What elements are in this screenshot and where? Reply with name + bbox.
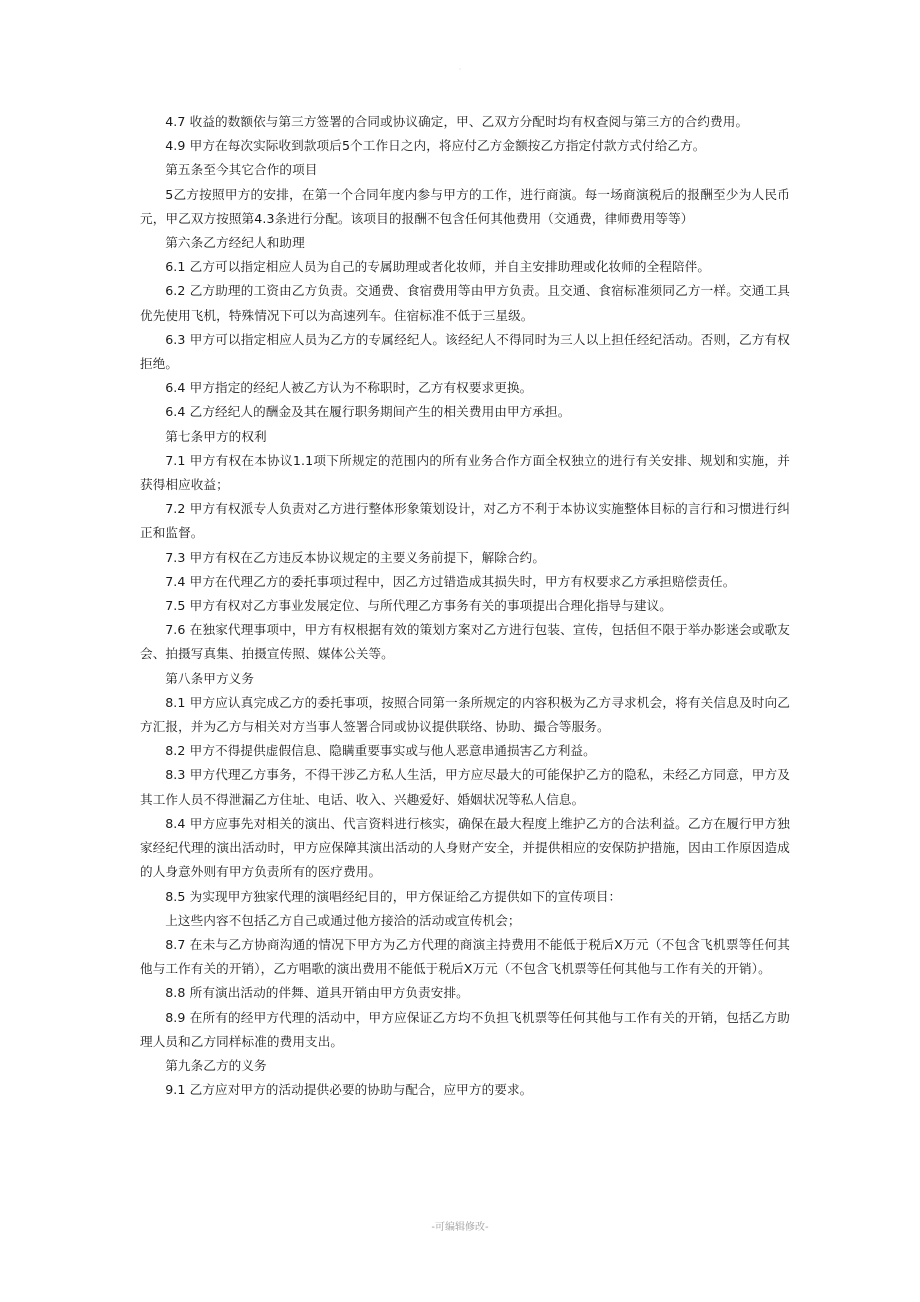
- clause-paragraph: 8.9 在所有的经甲方代理的活动中，甲方应保证乙方均不负担飞机票等任何其他与工作有关的开销，包括乙方助理人员和乙方同样标准的费用支出。: [140, 1009, 790, 1049]
- clause-paragraph: 8.4 甲方应事先对相关的演出、代言资料进行核实，确保在最大程度上维护乙方的合法利益。乙方在履行甲方独家经纪代理的演出活动时，甲方应保障其演出活动的人身财产安全，并提供相应的安保防护措施，因由工作原因造成的人身意外则有甲方负责所有的医疗费用。: [140, 815, 790, 880]
- clause-paragraph: 9.1 乙方应对甲方的活动提供必要的协助与配合，应甲方的要求。: [165, 1082, 533, 1098]
- clause-paragraph: 8.2 甲方不得提供虚假信息、隐瞒重要事实或与他人恶意串通损害乙方利益。: [165, 743, 596, 759]
- document-body: [140, 110, 790, 1102]
- clause-paragraph: 7.1 甲方有权在本协议1.1项下所规定的范围内的所有业务合作方面全权独立的进行有关安排、规划和实施，并获得相应收益；: [140, 452, 790, 493]
- clause-paragraph: 4.7 收益的数额依与第三方签署的合同或协议确定，甲、乙双方分配时均有权查阅与第三方的合约费用。: [165, 114, 749, 129]
- clause-paragraph: 7.3 甲方有权在乙方违反本协议规定的主要义务前提下，解除合约。: [165, 549, 546, 565]
- clause-paragraph: 8.7 在未与乙方协商沟通的情况下甲方为乙方代理的商演主持费用不能低于税后X万元（不包含飞机票等任何其他与工作有关的开销），乙方唱歌的演出费用不能低于税后X万元（不包含飞机票等任何其他与工作有关的开销）。: [140, 936, 790, 977]
- clause-paragraph: 7.4 甲方在代理乙方的委托事项过程中，因乙方过错造成其损失时，甲方有权要求乙方承担赔偿责任。: [165, 573, 736, 589]
- clause-paragraph: 7.6 在独家代理事项中，甲方有权根据有效的策划方案对乙方进行包装、宣传，包括但不限于举办影迷会或歌友会、拍摄写真集、拍摄宣传照、媒体公关等。: [140, 622, 790, 662]
- clause-paragraph: 8.3 甲方代理乙方事务，不得干涉乙方私人生活，甲方应尽最大的可能保护乙方的隐私，未经乙方同意，甲方及其工作人员不得泄漏乙方住址、电话、收入、兴趣爱好、婚姻状况等私人信息。: [140, 767, 790, 807]
- section-heading: 第五条至今其它合作的项目: [165, 162, 318, 178]
- clause-paragraph: 6.4 乙方经纪人的酬金及其在履行职务期间产生的相关费用由甲方承担。: [165, 404, 571, 420]
- clause-paragraph: 6.3 甲方可以指定相应人员为乙方的专属经纪人。该经纪人不得同时为三人以上担任经纪活动。否则，乙方有权拒绝。: [140, 331, 790, 372]
- clause-paragraph: 7.5 甲方有权对乙方事业发展定位、与所代理乙方事务有关的事项提出合理化指导与建议。: [165, 598, 672, 614]
- section-heading: 第九条乙方的义务: [165, 1057, 267, 1073]
- section-heading: 上这些内容不包括乙方自己或通过他方接洽的活动或宣传机会；: [165, 912, 521, 928]
- clause-paragraph: 6.2 乙方助理的工资由乙方负责。交通费、食宿费用等由甲方负责。且交通、食宿标准须同乙方一样。交通工具优先使用飞机，特殊情况下可以为高速列车。住宿标准不低于三星级。: [140, 283, 790, 323]
- clause-paragraph: 8.8 所有演出活动的伴舞、道具开销由甲方负责安排。: [165, 985, 469, 1001]
- clause-paragraph: 6.1 乙方可以指定相应人员为自己的专属助理或者化妆师，并自主安排助理或化妆师的全程陪伴。: [165, 259, 711, 275]
- section-heading: 第六条乙方经纪人和助理: [165, 235, 305, 251]
- clause-paragraph: 7.2 甲方有权派专人负责对乙方进行整体形象策划设计，对乙方不利于本协议实施整体目标的言行和习惯进行纠正和监督。: [140, 501, 790, 541]
- clause-paragraph: 8.5 为实现甲方独家代理的演唱经纪目的，甲方保证给乙方提供如下的宣传项目：: [165, 888, 622, 904]
- clause-paragraph: 6.4 甲方指定的经纪人被乙方认为不称职时，乙方有权要求更换。: [165, 380, 533, 396]
- clause-paragraph: 4.9 甲方在每次实际收到款项后5个工作日之内，将应付乙方金额按乙方指定付款方式付给乙方。: [165, 138, 706, 154]
- clause-paragraph: 5乙方按照甲方的安排，在第一个合同年度内参与甲方的工作，进行商演。每一场商演税后的报酬至少为人民币元，甲乙双方按照第4.3条进行分配。该项目的报酬不包含任何其他费用（交通费，律师费用等等）: [140, 186, 790, 226]
- page-footer: -可编辑修改-: [431, 1222, 489, 1233]
- clause-paragraph: 8.1 甲方应认真完成乙方的委托事项，按照合同第一条所规定的内容积极为乙方寻求机会，将有关信息及时向乙方汇报，并为乙方与相关对方当事人签署合同或协议提供联络、协助、撮合等服务。: [140, 694, 790, 735]
- section-heading: 第八条甲方义务: [165, 670, 255, 686]
- section-heading: 第七条甲方的权利: [165, 428, 267, 444]
- header-mark: ·: [458, 65, 462, 74]
